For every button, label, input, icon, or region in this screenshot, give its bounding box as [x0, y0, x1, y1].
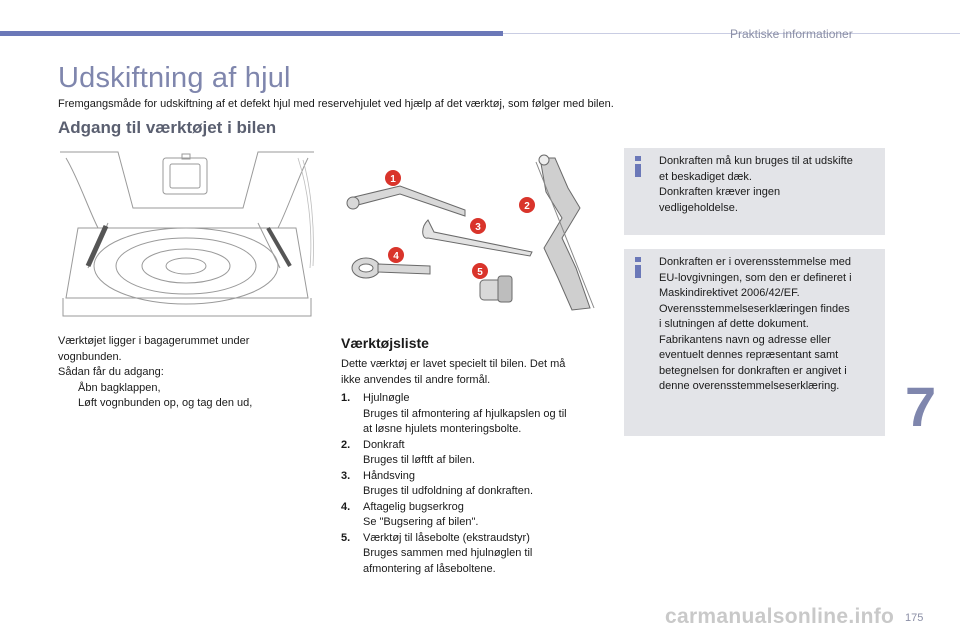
- info-icon: [634, 257, 642, 278]
- watermark: carmanualsonline.info: [665, 605, 895, 628]
- item-number: 2.: [341, 438, 351, 451]
- item-name: Donkraft: [363, 438, 405, 451]
- tool-number-badges: [385, 170, 535, 279]
- section-header: Praktiske informationer: [730, 27, 853, 41]
- item-name: Aftagelig bugserkrog: [363, 500, 464, 513]
- tools-heading: Værktøjsliste: [341, 335, 429, 351]
- badge-1: 1: [390, 174, 396, 185]
- badge-4: 4: [393, 251, 399, 262]
- access-bullet: Løft vognbunden op, og tag den ud,: [78, 397, 253, 409]
- list-item: 4. Aftagelig bugserkrog Se "Bugsering af bilen".: [341, 500, 611, 531]
- trunk-illustration: [58, 148, 316, 318]
- page-number: 175: [905, 612, 924, 624]
- badge-3: 3: [475, 222, 481, 233]
- access-instructions: [58, 334, 308, 412]
- item-number: 5.: [341, 531, 351, 544]
- tools-intro: Dette værktøj er lavet specielt til bilen. Det må ikke anvendes til andre formål.: [341, 358, 566, 386]
- list-item: 1. Hjulnøgle Bruges til afmontering af hjulkapslen og til at løsne hjulets monteringsbolte.: [341, 391, 611, 438]
- item-name: Hjulnøgle: [363, 392, 410, 404]
- header-accent-bar: [0, 31, 503, 36]
- item-name: Håndsving: [363, 469, 415, 482]
- tools-illustration: [340, 148, 605, 318]
- info-text: Donkraften er i overensstemmelse med EU-lovgivningen, som den er defineret i Maskindirektivet 2006/42/EF. Overensstemmelseserklæringen findes i slutningen af dette dokument. Fabrikantens navn og adresse eller eventuelt dennes repræsentant samt betegnelsen for donkraften er angivet i denne overensstemmelseserklæring.: [659, 256, 852, 392]
- info-icon: [634, 156, 642, 177]
- info-box-conformity: [624, 249, 885, 436]
- page-title: Udskiftning af hjul: [58, 62, 291, 94]
- item-number: 1.: [341, 392, 351, 404]
- info-text: Donkraften må kun bruges til at udskifte et beskadiget dæk. Donkraften kræver ingen vedligeholdelse.: [659, 155, 853, 214]
- badge-5: 5: [477, 267, 483, 278]
- info-box-jack-usage: [624, 148, 885, 235]
- access-line: vognbunden.: [58, 350, 122, 363]
- item-name: Værktøj til låsebolte (ekstraudstyr): [363, 531, 530, 544]
- item-number: 4.: [341, 500, 351, 513]
- access-line: Sådan får du adgang:: [58, 366, 164, 378]
- tools-list: [341, 391, 611, 577]
- chapter-number: 7: [905, 375, 937, 438]
- item-number: 3.: [341, 469, 351, 482]
- section-title: Adgang til værktøjet i bilen: [58, 118, 277, 137]
- list-item: 5. Værktøj til låsebolte (ekstraudstyr) Bruges sammen med hjulnøglen til afmontering af låseboltene.: [341, 531, 611, 578]
- access-line: Værktøjet ligger i bagagerummet under: [58, 335, 250, 347]
- page-subtitle: Fremgangsmåde for udskiftning af et defekt hjul med reservehjulet ved hjælp af det værktøj, som følger med bilen.: [58, 98, 614, 110]
- badge-2: 2: [524, 201, 530, 212]
- list-item: 2. Donkraft Bruges til løftft af bilen.: [341, 438, 611, 469]
- access-bullet: Åbn bagklappen,: [78, 381, 161, 394]
- list-item: 3. Håndsving Bruges til udfoldning af donkraften.: [341, 469, 611, 500]
